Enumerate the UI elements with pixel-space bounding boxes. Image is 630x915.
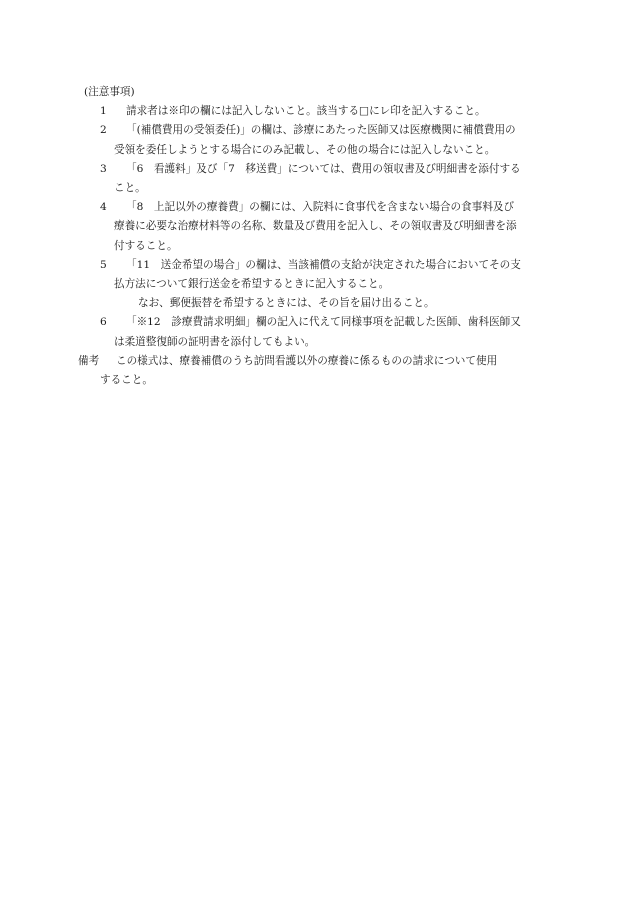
note-text xyxy=(114,256,564,314)
note-text xyxy=(126,102,564,121)
note-item-4 xyxy=(84,198,564,256)
note-text xyxy=(114,121,564,159)
note-line: は柔道整復師の証明書を添付してもよい。 xyxy=(114,335,316,348)
note-number: 4 xyxy=(100,201,107,214)
note-line: 「※12 診療費請求明細」欄の記入に代えて同様事項を記載した医師、歯科医師又 xyxy=(126,316,521,329)
note-item-5 xyxy=(84,256,564,314)
remark-label: 備考 xyxy=(78,354,100,367)
note-line: 払方法について銀行送金を希望するときに記入すること。 xyxy=(114,278,390,291)
note-line: 請求者は※印の欄には記入しないこと。該当する□にレ印を記入すること。 xyxy=(126,105,486,118)
note-line: 「(補償費用の受領委任)」の欄は、診療にあたった医師又は医療機関に補償費用の xyxy=(126,124,516,137)
note-number: 2 xyxy=(100,124,107,137)
note-text xyxy=(114,198,564,256)
note-item-2 xyxy=(84,121,564,159)
note-number: 6 xyxy=(100,316,107,329)
note-line: 付すること。 xyxy=(114,239,178,252)
note-text xyxy=(114,160,564,198)
note-number: 3 xyxy=(100,162,107,175)
notes-heading: (注意事項) xyxy=(84,86,135,98)
note-number: 5 xyxy=(100,258,107,271)
note-line: 「11 送金希望の場合」の欄は、当該補償の支給が決定された場合においてその支 xyxy=(126,258,521,271)
note-line: なお、郵便振替を希望するときには、その旨を届け出ること。 xyxy=(138,297,435,310)
remark-line: すること。 xyxy=(100,374,153,387)
notes-section xyxy=(78,83,564,390)
note-item-3 xyxy=(84,160,564,198)
note-line: 「8 上記以外の療養費」の欄には、入院料に食事代を含まない場合の食事料及び xyxy=(126,201,515,214)
note-line: 受領を委任しようとする場合にのみ記載し、その他の場合には記入しないこと。 xyxy=(114,143,496,156)
note-line: こと。 xyxy=(114,182,146,195)
remark-text xyxy=(100,352,564,390)
note-line: 療養に必要な治療材料等の名称、数量及び費用を記入し、その領収書及び明細書を添 xyxy=(114,220,517,233)
remark-line: この様式は、療養補償のうち訪問看護以外の療養に係るものの請求について使用 xyxy=(116,354,498,367)
note-number: 1 xyxy=(100,105,107,118)
note-item-1 xyxy=(84,102,564,121)
remark-block xyxy=(78,352,564,390)
note-line: 「6 看護料」及び「7 移送費」については、費用の領収書及び明細書を添付する xyxy=(126,162,521,175)
note-text xyxy=(114,313,564,351)
note-item-6 xyxy=(84,313,564,351)
